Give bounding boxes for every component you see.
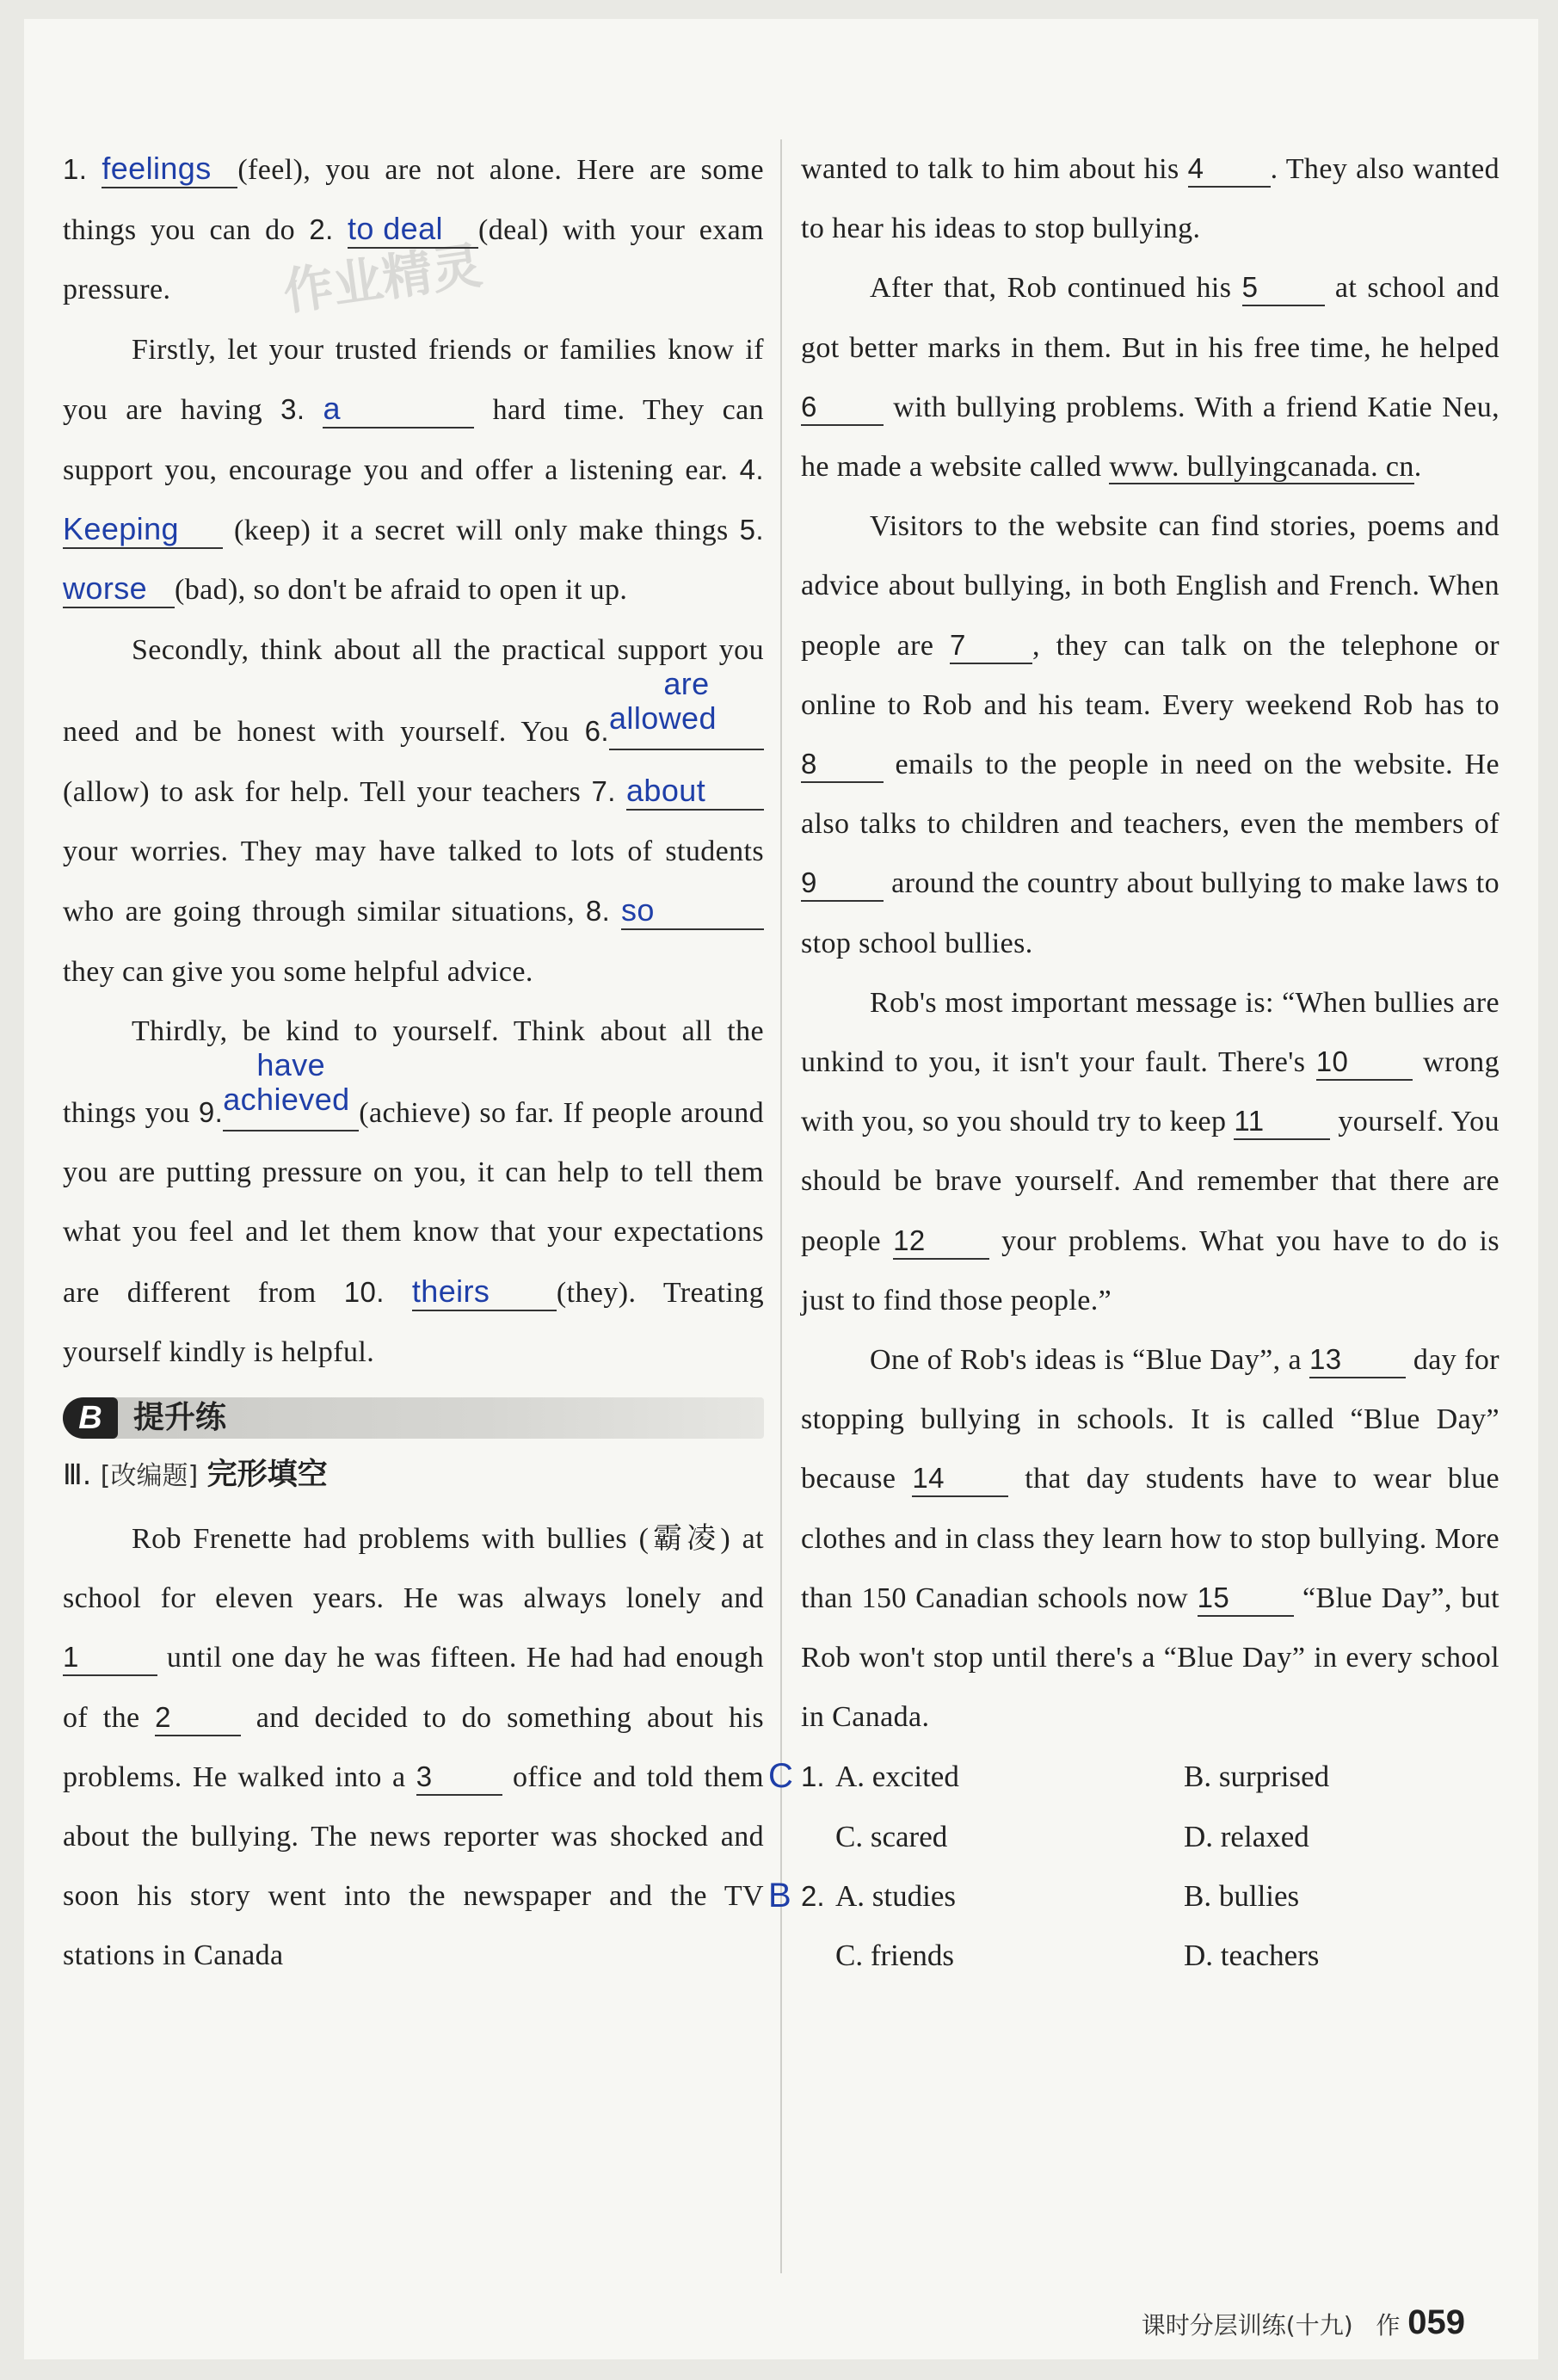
passage-text: (keep) it a secret will only make things	[234, 515, 729, 547]
blank-number: 1	[63, 1641, 79, 1674]
blank-number: 11	[1234, 1105, 1265, 1138]
answer-blank[interactable]	[323, 392, 474, 429]
passage-text: wrong with you, so you should try to keep	[801, 1046, 1499, 1138]
right-column	[768, 139, 1500, 1985]
cloze-blank[interactable]	[893, 1224, 989, 1260]
item-number: 10.	[343, 1275, 385, 1308]
item-number: 6.	[584, 714, 609, 747]
passage-text: they can give you some helpful advice.	[63, 955, 533, 988]
option[interactable]: B. surprised	[1184, 1760, 1330, 1794]
passage-text: (deal) with your exam pressure.	[63, 214, 764, 306]
passage-paragraph	[801, 973, 1499, 1330]
blank-number: 15	[1197, 1581, 1230, 1613]
blank-number: 6	[801, 390, 817, 422]
passage-paragraph	[801, 258, 1499, 496]
handwritten-answer: feelings	[102, 151, 212, 186]
passage-text: (feel), you are not alone. Here are some things you can do	[63, 154, 764, 247]
option[interactable]: A. excited	[835, 1760, 959, 1794]
handwritten-answer: have achieved	[223, 1047, 350, 1118]
answer-blank[interactable]	[621, 894, 764, 930]
cloze-blank[interactable]	[1234, 1105, 1330, 1140]
option-row	[801, 1807, 1499, 1866]
answer-blank[interactable]	[609, 665, 764, 750]
item-number: 2.	[309, 213, 334, 246]
blank-number: 4	[1187, 152, 1204, 184]
section-header	[63, 1397, 764, 1439]
handwritten-answer: theirs	[411, 1273, 490, 1309]
question-number: 1.	[801, 1760, 825, 1793]
answer-options	[768, 1747, 1499, 1985]
task-heading	[63, 1449, 764, 1502]
passage-text: yourself. You should be brave yourself. And remember that there are people	[801, 1106, 1499, 1257]
cloze-blank[interactable]	[155, 1701, 241, 1736]
passage-text: around the country about bullying to make laws to stop school bullies.	[801, 867, 1499, 959]
left-column	[63, 139, 764, 1986]
passage-text: .	[1413, 451, 1422, 484]
passage-text: After that, Rob continued his	[870, 272, 1232, 305]
website-link[interactable]: www. bullyingcanada. cn	[1109, 451, 1414, 484]
cloze-blank[interactable]	[1309, 1343, 1406, 1378]
blank-number: 3	[416, 1760, 433, 1792]
passage-text: (allow) to ask for help. Tell your teachers	[63, 776, 582, 809]
answer-blank[interactable]	[348, 213, 478, 249]
blank-number: 12	[893, 1224, 926, 1256]
passage-text: , they can talk on the telephone or online to Rob and his team. Every weekend Rob has to	[801, 629, 1499, 721]
item-number: 5.	[739, 514, 764, 546]
passage-text: at school and got better marks in them. But in his free time, he helped	[801, 272, 1500, 364]
handwritten-answer: so	[621, 892, 655, 928]
cloze-blank[interactable]	[801, 866, 884, 902]
passage-text: Firstly, let your trusted friends or families know if you are having	[63, 333, 764, 426]
passage-text: and decided to do something about his problems. He walked into a	[63, 1701, 764, 1793]
passage-text: wanted to talk to him about his	[801, 153, 1179, 185]
option[interactable]: D. relaxed	[1184, 1819, 1309, 1853]
option[interactable]: D. teachers	[1184, 1939, 1320, 1973]
cloze-blank[interactable]	[63, 1641, 157, 1676]
passage-paragraph	[63, 1002, 764, 1382]
answer-blank[interactable]	[626, 774, 764, 811]
cloze-blank[interactable]	[801, 391, 884, 426]
blank-number: 5	[1241, 271, 1259, 304]
handwritten-answer: Keeping	[63, 511, 179, 547]
column-divider	[780, 139, 782, 2273]
passage-text: office and told them about the bullying. The news reporter was shocked and soon his story went into the newspaper and the TV stations in Canada	[63, 1760, 764, 1972]
option[interactable]: C. friends	[835, 1939, 955, 1973]
passage-text: emails to the people in need on the website. He also talks to children and teachers, even the members of	[801, 749, 1499, 841]
passage-paragraph	[801, 139, 1499, 258]
passage-paragraph	[801, 496, 1499, 973]
blank-number: 8	[801, 748, 817, 780]
blank-number: 14	[912, 1462, 945, 1495]
passage-text: Rob Frenette had problems with bullies (霸凌) at school for eleven years. He was always lonely and	[63, 1523, 764, 1615]
chosen-answer: B	[768, 1876, 791, 1914]
passage-text: day for stopping bullying in schools. It is called “Blue Day” because	[801, 1344, 1499, 1495]
cloze-blank[interactable]	[1242, 271, 1325, 306]
passage-paragraph	[63, 620, 764, 1002]
watermark: 作业精灵	[280, 236, 486, 322]
handwritten-answer: worse	[63, 570, 148, 607]
item-number: 8.	[585, 895, 611, 928]
handwritten-answer: a	[323, 390, 341, 426]
task-number: Ⅲ.	[63, 1458, 92, 1492]
item-number: 7.	[591, 775, 616, 808]
section-title: 提升练	[133, 1400, 227, 1436]
footer-label: 课时分层训练(十九)	[1141, 2311, 1353, 2340]
section-badge: B	[63, 1397, 118, 1439]
page-number: 059	[1407, 2303, 1465, 2341]
blank-number: 7	[950, 628, 966, 661]
answer-blank[interactable]	[223, 1047, 359, 1131]
workbook-page	[24, 19, 1538, 2359]
passage-text: with bullying problems. With a friend Katie Neu, he made a website called	[801, 391, 1499, 484]
cloze-blank[interactable]	[950, 629, 1032, 664]
chosen-answer: C	[768, 1757, 793, 1796]
passage-text: that day students have to wear blue clothes and in class they learn how to stop bullying. More than 150 Canadian schools now	[801, 1463, 1499, 1614]
task-name: 完形填空	[206, 1458, 328, 1493]
cloze-blank[interactable]	[1188, 152, 1271, 188]
footer-mark: 作	[1376, 2311, 1401, 2340]
passage-text: One of Rob's ideas is “Blue Day”, a	[870, 1344, 1302, 1377]
passage-text: (they). Treating yourself kindly is helpful.	[63, 1276, 764, 1368]
passage-text: your problems. What you have to do is just to find those people.”	[801, 1224, 1499, 1316]
cloze-blank[interactable]	[1198, 1582, 1294, 1617]
passage-text: . They also wanted to hear his ideas to stop bullying.	[801, 153, 1499, 245]
passage-paragraph	[63, 320, 764, 620]
handwritten-answer: to deal	[348, 211, 443, 247]
blank-number: 13	[1309, 1343, 1342, 1376]
passage-text: until one day he was fifteen. He had had enough of the	[63, 1642, 764, 1734]
handwritten-answer: are allowed	[609, 665, 717, 736]
answer-blank[interactable]	[412, 1275, 557, 1311]
passage-paragraph	[801, 1330, 1499, 1747]
option[interactable]: C. scared	[835, 1819, 948, 1853]
option-row	[768, 1747, 1499, 1806]
passage-text: Secondly, think about all the practical support you need and be honest with yourself. You	[63, 633, 764, 748]
answer-blank[interactable]	[63, 572, 175, 608]
handwritten-answer: about	[626, 773, 706, 809]
item-number: 3.	[280, 392, 305, 425]
passage-text: (achieve) so far. If people around you are putting pressure on you, it can help to tell them what you feel and let them know that your expectations are different from	[63, 1097, 764, 1309]
passage-text: (bad), so don't be afraid to open it up.	[175, 574, 628, 607]
question-number: 2.	[801, 1879, 825, 1912]
passage-paragraph	[63, 1509, 764, 1986]
passage-text: hard time. They can support you, encourage you and offer a listening ear.	[63, 393, 764, 487]
passage-text: Rob's most important message is: “When bullies are unkind to you, it isn't your fault. There's	[801, 986, 1499, 1079]
page-footer	[1142, 2303, 1465, 2342]
task-tag: [改编题]	[100, 1461, 199, 1492]
answer-blank[interactable]	[102, 152, 237, 188]
item-number: 1.	[63, 153, 88, 185]
cloze-blank[interactable]	[416, 1760, 502, 1796]
item-number: 4.	[739, 453, 764, 486]
cloze-blank[interactable]	[912, 1462, 1008, 1497]
passage-text: “Blue Day”, but Rob won't stop until there's a “Blue Day” in every school in Canada.	[801, 1582, 1499, 1734]
passage-text: Thirdly, be kind to yourself. Think about all the things you	[63, 1014, 764, 1130]
passage-paragraph	[63, 139, 764, 320]
cloze-blank[interactable]	[1316, 1045, 1413, 1081]
blank-number: 2	[155, 1700, 171, 1733]
option-row	[801, 1926, 1499, 1985]
option[interactable]: A. studies	[835, 1878, 956, 1913]
blank-number: 9	[801, 866, 817, 899]
cloze-blank[interactable]	[801, 748, 884, 783]
passage-text: Visitors to the website can find stories, poems and advice about bullying, in both English and French. When people are	[801, 510, 1499, 662]
passage-text: your worries. They may have talked to lots of students who are going through similar situations,	[63, 835, 764, 928]
answer-blank[interactable]	[63, 513, 223, 549]
option[interactable]: B. bullies	[1184, 1878, 1300, 1913]
item-number: 9.	[198, 1096, 224, 1129]
blank-number: 10	[1315, 1045, 1349, 1078]
option-row	[768, 1866, 1499, 1926]
